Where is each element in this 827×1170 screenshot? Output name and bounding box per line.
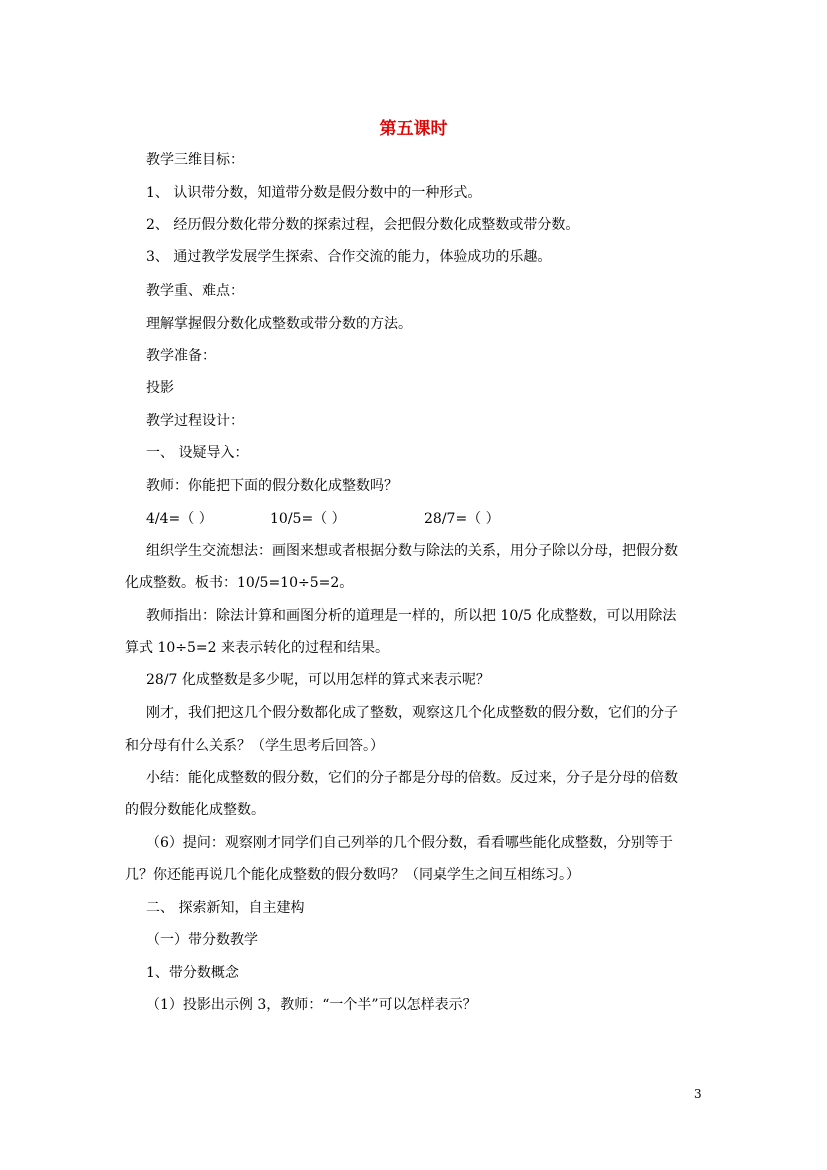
section-two-heading: 二、 探索新知，自主建构 bbox=[146, 900, 305, 916]
teacher-question: 教师：你能把下面的假分数化成整数吗？ bbox=[146, 478, 398, 494]
fraction-exercise-3: 28/7=（ ） bbox=[424, 511, 500, 527]
paragraph-line: 刚才，我们把这几个假分数都化成了整数，观察这几个化成整数的假分数，它们的分子 bbox=[146, 705, 678, 721]
paragraph-line: 28/7 化成整数是多少呢，可以用怎样的算式来表示呢？ bbox=[146, 672, 490, 688]
page-number: 3 bbox=[694, 1087, 702, 1101]
goal-1: 1、 认识带分数，知道带分数是假分数中的一种形式。 bbox=[146, 185, 482, 201]
heading-preparation: 教学准备： bbox=[146, 348, 216, 364]
heading-process: 教学过程设计： bbox=[146, 413, 244, 429]
paragraph-line: 化成整数。板书：10/5=10÷5=2。 bbox=[125, 575, 354, 591]
paragraph-line: 和分母有什么关系？（学生思考后回答。） bbox=[125, 738, 384, 754]
subsection-heading: （一）带分数教学 bbox=[146, 932, 258, 948]
lesson-title: 第五课时 bbox=[379, 119, 448, 139]
preparation-text: 投影 bbox=[146, 380, 174, 396]
summary-line: 的假分数能化成整数。 bbox=[125, 802, 265, 818]
key-points-text: 理解掌握假分数化成整数或带分数的方法。 bbox=[146, 316, 412, 332]
section-one-heading: 一、 设疑导入： bbox=[146, 445, 249, 461]
goal-2: 2、 经历假分数化带分数的探索过程，会把假分数化成整数或带分数。 bbox=[146, 217, 580, 233]
fraction-exercise-2: 10/5=（ ） bbox=[270, 511, 346, 527]
paragraph-line: 教师指出：除法计算和画图分析的道理是一样的，所以把 10/5 化成整数，可以用除法 bbox=[146, 608, 677, 624]
paragraph-line: 算式 10÷5=2 来表示转化的过程和结果。 bbox=[125, 640, 389, 656]
question-line: （6）提问：观察刚才同学们自己列举的几个假分数，看看哪些能化成整数，分别等于 bbox=[146, 835, 673, 851]
question-line: 几？你还能再说几个能化成整数的假分数吗？（同桌学生之间互相练习。） bbox=[125, 867, 580, 883]
heading-key-points: 教学重、难点： bbox=[146, 283, 244, 299]
paragraph-line: 组织学生交流想法：画图来想或者根据分数与除法的关系，用分子除以分母，把假分数 bbox=[146, 543, 678, 559]
topic-heading: 1、带分数概念 bbox=[146, 965, 239, 981]
summary-line: 小结：能化成整数的假分数，它们的分子都是分母的倍数。反过来，分子是分母的倍数 bbox=[146, 770, 678, 786]
fraction-exercise-1: 4/4=（ ） bbox=[146, 511, 213, 527]
heading-goals: 教学三维目标： bbox=[146, 152, 244, 168]
example-line: （1）投影出示例 3，教师：“一个半”可以怎样表示？ bbox=[146, 997, 477, 1013]
goal-3: 3、 通过教学发展学生探索、合作交流的能力，体验成功的乐趣。 bbox=[146, 249, 552, 265]
